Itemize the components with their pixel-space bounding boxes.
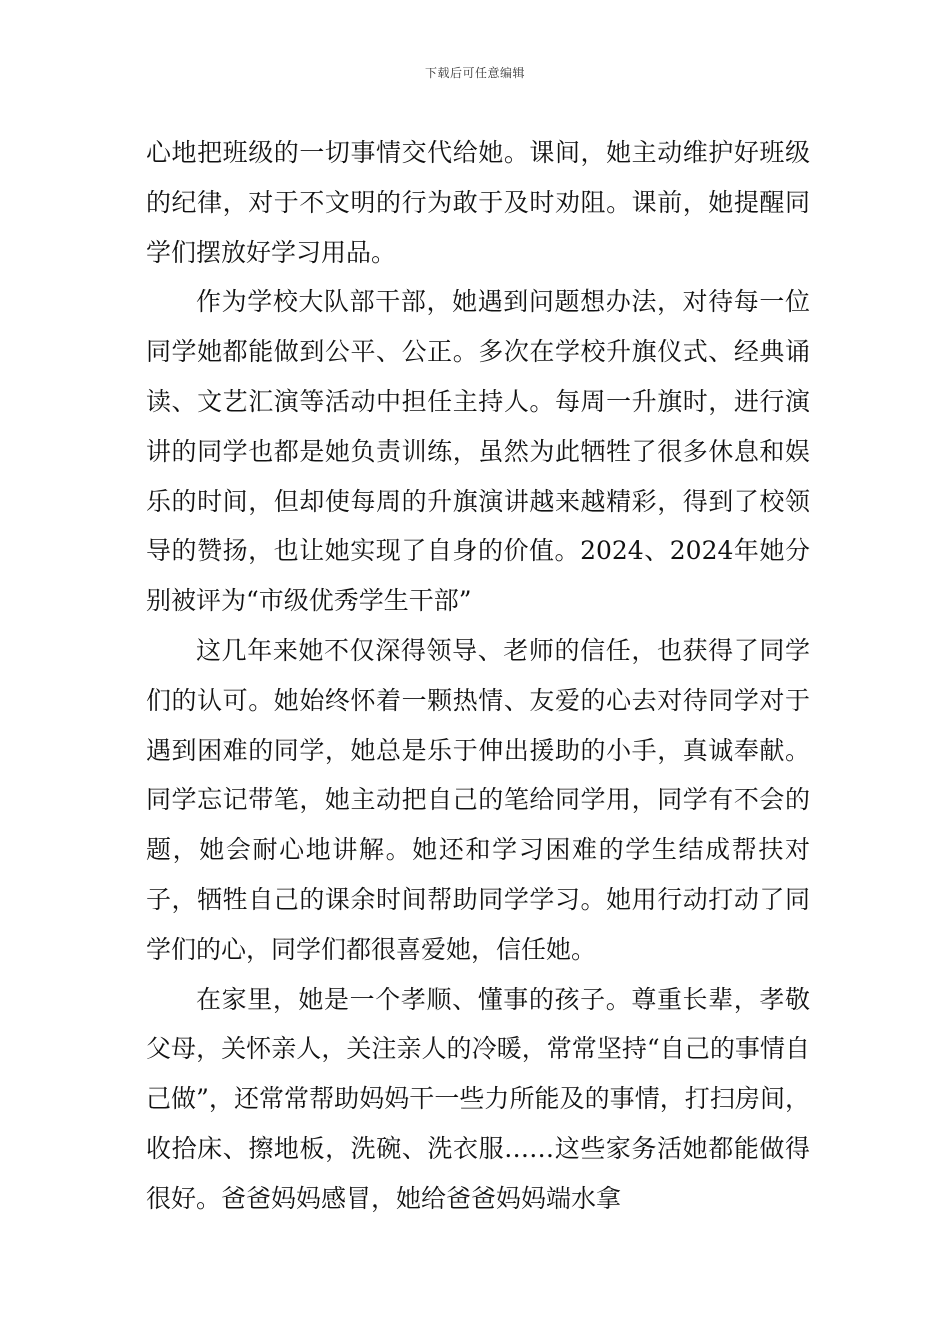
paragraph-3: 这几年来她不仅深得领导、老师的信任，也获得了同学们的认可。她始终怀着一颗热情、友爱的心去对待同学对于遇到困难的同学，她总是乐于伸出援助的小手，真诚奉献。同学忘记带笔，她主动把自己的笔给同学用，同学有不会的题，她会耐心地讲解。她还和学习困难的学生结成帮扶对子，牺牲自己的课余时间帮助同学学习。她用行动打动了同学们的心，同学们都很喜爱她，信任她。	[146, 635, 810, 964]
paragraph-1: 心地把班级的一切事情交代给她。课间，她主动维护好班级的纪律，对于不文明的行为敢于及时劝阻。课前，她提醒同学们摆放好学习用品。	[146, 138, 810, 267]
paragraph-4: 在家里，她是一个孝顺、懂事的孩子。尊重长辈，孝敬父母，关怀亲人，关注亲人的冷暖，常常坚持“自己的事情自己做”，还常常帮助妈妈干一些力所能及的事情，打扫房间，收拾床、擦地板，洗碗、洗衣服……这些家务活她都能做得很好。爸爸妈妈感冒，她给爸爸妈妈端水拿	[146, 984, 810, 1213]
page-header: 下载后可任意编辑	[424, 66, 525, 80]
document-body	[146, 128, 810, 1224]
paragraph-2: 作为学校大队部干部，她遇到问题想办法，对待每一位同学她都能做到公平、公正。多次在学校升旗仪式、经典诵读、文艺汇演等活动中担任主持人。每周一升旗时，进行演讲的同学也都是她负责训练，虽然为此牺牲了很多休息和娱乐的时间，但却使每周的升旗演讲越来越精彩，得到了校领导的赞扬，也让她实现了自身的价值。2024、2024年她分别被评为“市级优秀学生干部”	[146, 287, 810, 616]
